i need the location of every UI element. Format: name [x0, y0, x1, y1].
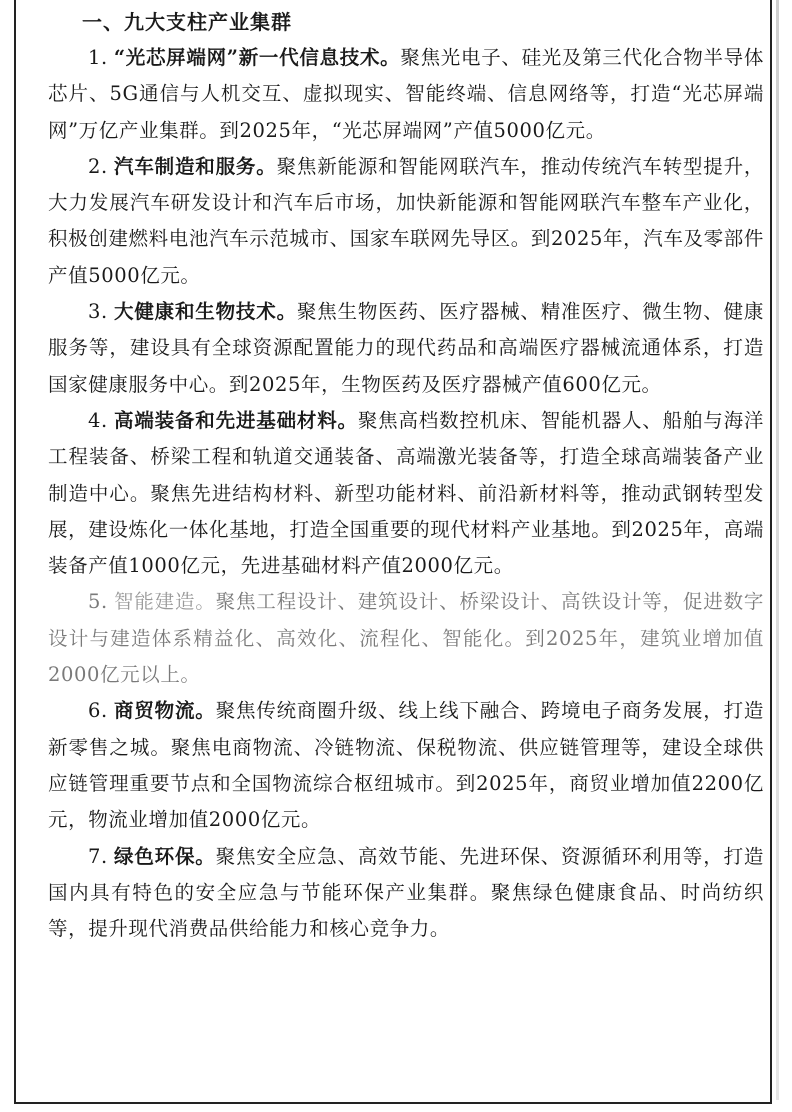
document-body	[48, 4, 764, 947]
item-body: 聚焦工程设计、建筑设计、桥梁设计、高铁设计等，促进数字设计与建造体系精益化、高效化、流程化、智能化。到2025年，建筑业增加值2000亿元以上。	[48, 590, 764, 687]
item-topic: 高端装备和先进基础材料。	[113, 408, 358, 432]
item-body: 聚焦传统商圈升级、线上线下融合、跨境电子商务发展，打造新零售之城。聚焦电商物流、冷链物流、保税物流、供应链管理等，建设全球供应链管理重要节点和全国物流综合枢纽城市。到2025年，商贸业增加值2200亿元，物流业增加值2000亿元。	[48, 699, 764, 832]
item-topic: “光芯屏端网”新一代信息技术。	[113, 46, 401, 69]
item-number: 6.	[88, 699, 108, 723]
paragraph-item-2	[48, 149, 764, 294]
item-number: 3.	[88, 300, 108, 324]
item-topic: 大健康和生物技术。	[113, 300, 297, 324]
item-body: 聚焦新能源和智能网联汽车，推动传统汽车转型提升，大力发展汽车研发设计和汽车后市场，加快新能源和智能网联汽车整车产业化，积极创建燃料电池汽车示范城市、国家车联网先导区。到2025年，汽车及零部件产值5000亿元。	[48, 154, 764, 287]
item-number: 5.	[88, 590, 108, 614]
item-body: 聚焦高档数控机床、智能机器人、船舶与海洋工程装备、桥梁工程和轨道交通装备、高端激光装备等，打造全球高端装备产业制造中心。聚焦先进结构材料、新型功能材料、前沿新材料等，推动武钢转型发展，建设炼化一体化基地，打造全国重要的现代材料产业基地。到2025年，高端装备产值1000亿元，先进基础材料产值2000亿元。	[48, 408, 764, 578]
item-number: 4.	[88, 408, 108, 432]
item-number: 2.	[88, 154, 108, 178]
paragraph-item-4	[48, 403, 764, 584]
item-topic: 商贸物流。	[113, 699, 216, 723]
item-number: 1.	[88, 46, 108, 69]
item-number: 7.	[88, 844, 108, 868]
item-topic: 汽车制造和服务。	[113, 154, 277, 178]
paragraph-item-7	[48, 839, 764, 948]
paragraph-item-6	[48, 693, 764, 838]
item-body: 聚焦安全应急、高效节能、先进环保、资源循环利用等，打造国内具有特色的安全应急与节能环保产业集群。聚焦绿色健康食品、时尚纺织等，提升现代消费品供给能力和核心竞争力。	[48, 844, 764, 941]
scan-edge-shadow	[776, 0, 779, 1100]
item-body: 聚焦生物医药、医疗器械、精准医疗、微生物、健康服务等，建设具有全球资源配置能力的现代药品和高端医疗器械流通体系，打造国家健康服务中心。到2025年，生物医药及医疗器械产值600亿元。	[48, 300, 764, 396]
paragraph-item-3	[48, 294, 764, 403]
item-body: 聚焦光电子、硅光及第三代化合物半导体芯片、5G通信与人机交互、虚拟现实、智能终端、信息网络等，打造“光芯屏端网”万亿产业集群。到2025年，“光芯屏端网”产值5000亿元。	[48, 46, 764, 142]
paragraph-item-5	[48, 584, 764, 693]
item-topic: 智能建造。	[113, 590, 216, 614]
item-topic: 绿色环保。	[113, 844, 216, 868]
section-heading: 一、九大支柱产业集群	[82, 10, 292, 34]
paragraph-item-1	[48, 40, 764, 149]
